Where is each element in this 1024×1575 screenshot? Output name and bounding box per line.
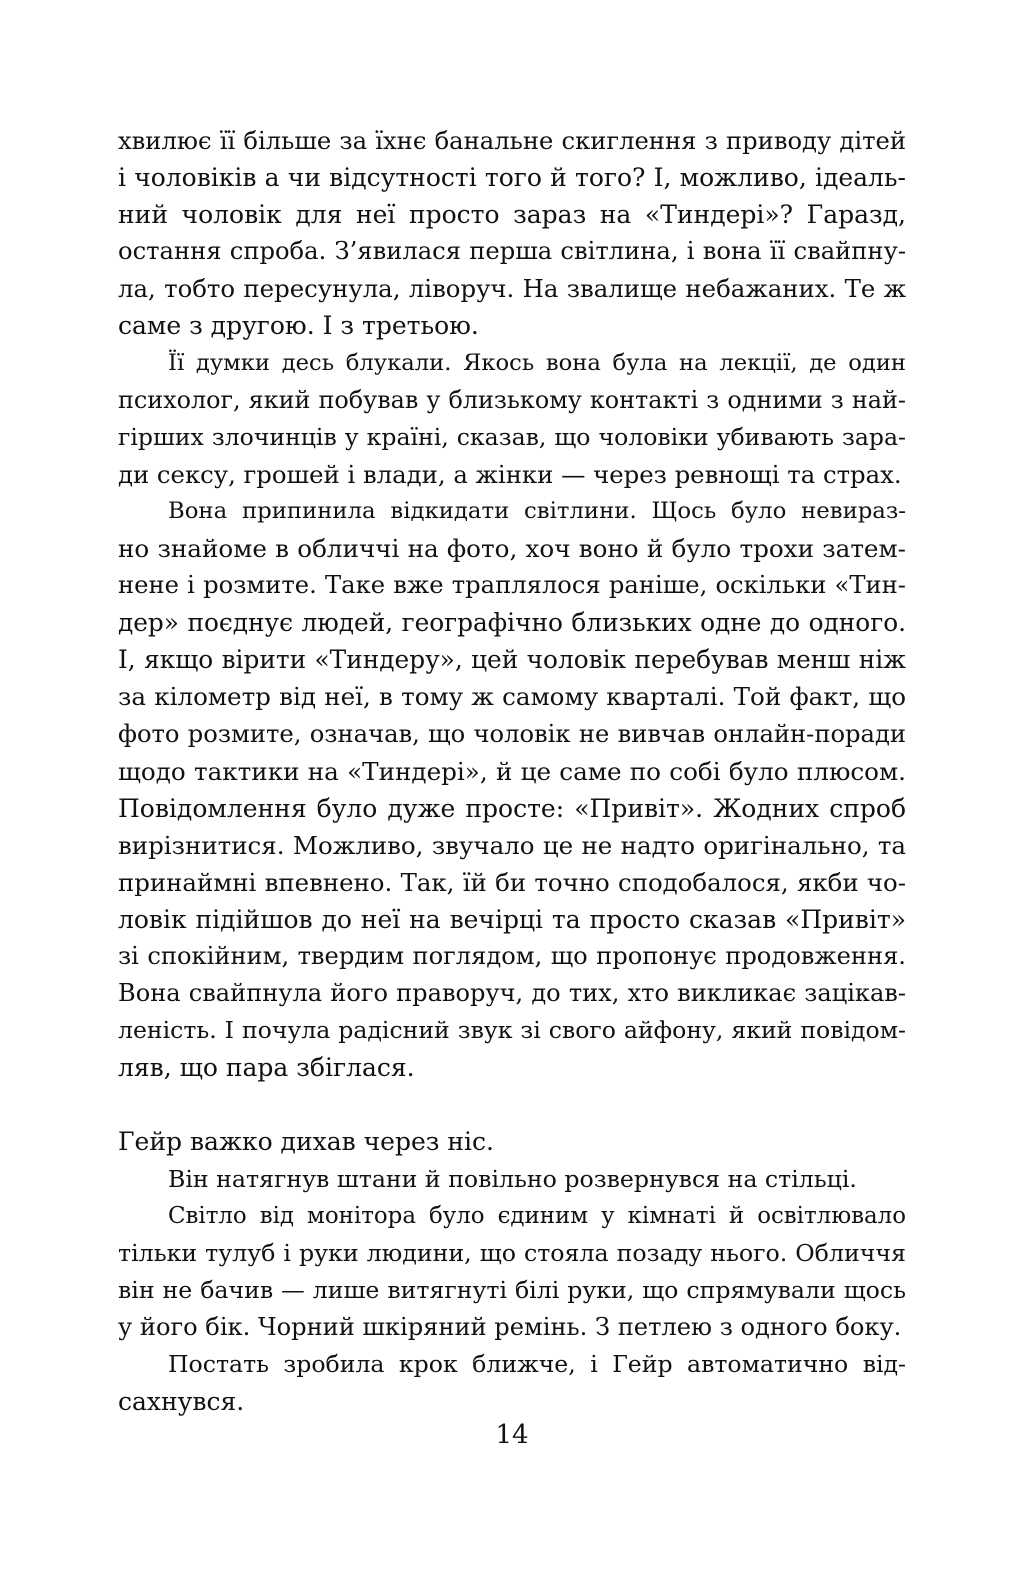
text-line: нене і розмите. Таке вже траплялося раніше, оскільки «Тин- — [118, 571, 906, 600]
text-line: ла, тобто пересунула, ліворуч. На звалище небажаних. Те ж — [118, 274, 906, 304]
section-break — [118, 1086, 906, 1123]
text-line: тільки тулуб і руки людини, що стояла позаду нього. Обличчя — [118, 1238, 906, 1267]
text-line: психолог, який побував у близькому контакті з одними з най- — [118, 385, 906, 414]
text-line: остання спроба. З’явилася перша світлина, і вона її свайпну- — [118, 237, 906, 266]
text-line: хвилює її більше за їхнє банальне скиглення з приводу дітей — [118, 126, 906, 155]
text-line: Постать зробила крок ближче, і Гейр автоматично від- — [168, 1350, 906, 1378]
text-line: принаймні впевнено. Так, їй би точно сподобалося, якби чо- — [118, 867, 906, 897]
text-line: Її думки десь блукали. Якось вона була на лекції, де один — [168, 349, 906, 376]
text-line: саме з другою. І з третьою. — [118, 311, 479, 341]
text-line: гірших злочинців у країні, сказав, що чоловіки убивають зара- — [118, 422, 906, 451]
text-line: І, якщо вірити «Тиндеру», цей чоловік перебував менш ніж — [118, 645, 906, 675]
text-line: ловік підійшов до неї на вечірці та просто сказав «Привіт» — [118, 904, 906, 934]
page-number: 14 — [495, 1420, 529, 1450]
text-line: Вона свайпнула його праворуч, до тих, хто викликає зацікав- — [118, 979, 906, 1008]
text-line: зі спокійним, твердим поглядом, що пропонує продовження. — [118, 942, 906, 971]
text-line: щодо тактики на «Тиндері», й це саме по собі було плюсом. — [118, 756, 906, 786]
text-line: і чоловіків а чи відсутності того й того? І, можливо, ідеаль- — [118, 163, 906, 193]
text-line: вирізнитися. Можливо, звучало це не надто оригінально, та — [118, 830, 906, 860]
text-line: леність. І почула радісний звук зі свого айфону, який повідом- — [118, 1016, 906, 1045]
text-line: сахнувся. — [118, 1387, 245, 1417]
text-line: фото розмите, означав, що чоловік не вивчав онлайн-поради — [118, 719, 906, 748]
text-line: Повідомлення було дуже просте: «Привіт». Жодних спроб — [118, 793, 906, 823]
text-line: Він натягнув штани й повільно розвернувся на стільці. — [168, 1164, 857, 1193]
text-line: но знайоме в обличчі на фото, хоч воно й було трохи затем- — [118, 534, 906, 564]
text-line: Світло від монітора було єдиним у кімнаті й освітлювало — [168, 1202, 906, 1229]
text-line: він не бачив — лише витягнуті білі руки, що спрямували щось — [118, 1275, 906, 1304]
text-line: ний чоловік для неї просто зараз на «Тиндері»? Гаразд, — [118, 200, 906, 230]
text-line: у його бік. Чорний шкіряний ремінь. З петлею з одного боку. — [118, 1312, 902, 1341]
body-text — [118, 122, 906, 1420]
text-line: дер» поєднує людей, географічно близьких одне до одного. — [118, 608, 906, 638]
text-line: за кілометр від неї, в тому ж самому кварталі. Той факт, що — [118, 682, 906, 712]
text-line: ди сексу, грошей і влади, а жінки — через ревнощі та страх. — [118, 459, 902, 489]
text-line: Гейр важко дихав через ніс. — [118, 1127, 494, 1157]
text-line: Вона припинила відкидати світлини. Щось було невираз- — [168, 497, 906, 524]
text-line: ляв, що пара збіглася. — [118, 1053, 415, 1083]
